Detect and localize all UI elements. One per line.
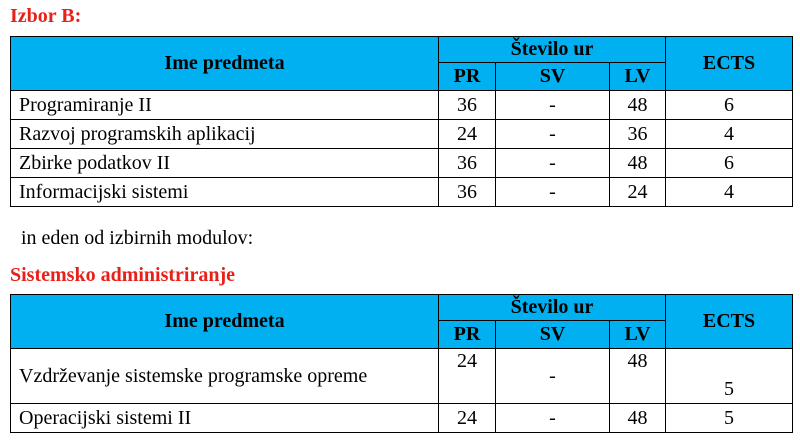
header-sv: SV: [496, 321, 610, 349]
pr-value: 36: [439, 91, 496, 120]
subject-name: Razvoj programskih aplikacij: [11, 120, 439, 149]
lv-value: 36: [610, 120, 666, 149]
ects-value: 4: [666, 120, 793, 149]
lv-value: 48: [610, 349, 666, 404]
ects-value: 4: [666, 178, 793, 207]
header-lv: LV: [610, 63, 666, 91]
table-row: [11, 404, 793, 433]
sv-value: -: [496, 404, 610, 433]
table-row: [11, 120, 793, 149]
pr-value: 36: [439, 149, 496, 178]
subject-name: Programiranje II: [11, 91, 439, 120]
header-hours: Število ur: [439, 37, 666, 63]
section-sa-title: Sistemsko administriranje: [10, 264, 235, 286]
sv-value: -: [496, 349, 610, 404]
header-pr: PR: [439, 63, 496, 91]
table-row: [11, 178, 793, 207]
header-sv: SV: [496, 63, 610, 91]
ects-value: 6: [666, 149, 793, 178]
ects-value: 5: [666, 349, 793, 404]
sv-value: -: [496, 178, 610, 207]
sv-value: -: [496, 149, 610, 178]
ects-value: 6: [666, 91, 793, 120]
pr-value: 24: [439, 120, 496, 149]
ects-value: 5: [666, 404, 793, 433]
header-hours: Število ur: [439, 295, 666, 321]
table-izbor-b: [10, 36, 793, 207]
sv-value: -: [496, 120, 610, 149]
header-subject: Ime predmeta: [11, 37, 439, 91]
lv-value: 48: [610, 404, 666, 433]
header-ects: ECTS: [666, 295, 793, 349]
pr-value: 36: [439, 178, 496, 207]
lv-value: 48: [610, 149, 666, 178]
sv-value: -: [496, 91, 610, 120]
subject-name: Zbirke podatkov II: [11, 149, 439, 178]
header-subject: Ime predmeta: [11, 295, 439, 349]
header-ects: ECTS: [666, 37, 793, 91]
pr-value: 24: [439, 404, 496, 433]
intro-text: in eden od izbirnih modulov:: [21, 227, 254, 249]
subject-name: Operacijski sistemi II: [11, 404, 439, 433]
lv-value: 48: [610, 91, 666, 120]
section-b-title: Izbor B:: [10, 5, 82, 27]
subject-name: Informacijski sistemi: [11, 178, 439, 207]
subject-name: Vzdrževanje sistemske programske opreme: [11, 349, 439, 404]
pr-value: 24: [439, 349, 496, 404]
lv-value: 24: [610, 178, 666, 207]
table-row: [11, 91, 793, 120]
header-pr: PR: [439, 321, 496, 349]
table-row: [11, 349, 793, 404]
table-sistemsko-administriranje: [10, 294, 793, 433]
table-row: [11, 149, 793, 178]
header-lv: LV: [610, 321, 666, 349]
